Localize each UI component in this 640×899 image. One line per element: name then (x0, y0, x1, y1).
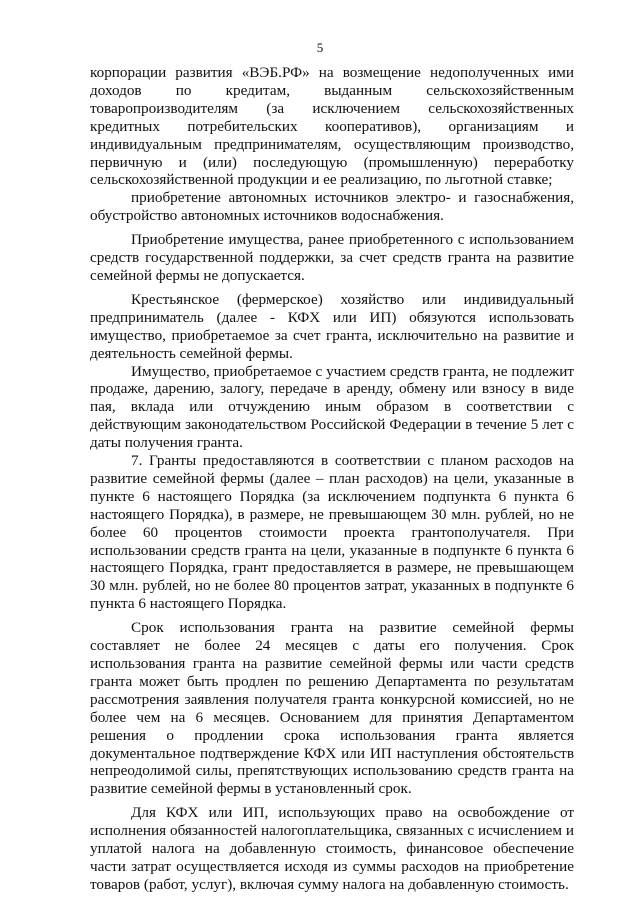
paragraph-property-alienation: Имущество, приобретаемое с участием средств гранта, не подлежит продаже, дарению, залогу, передаче в аренду, обмену или взносу в виде пая, вклада или отчуждению иным образом в соответствии с действующим законодательством Российской Федерации в течение 5 лет с даты получения гранта. (90, 362, 574, 452)
paragraph-kfh-obligation: Крестьянское (фермерское) хозяйство или индивидуальный предприниматель (далее - КФХ или ИП) обязуются использовать имущество, приобретаемое за счет гранта, исключительно на развитие и деятельность семейной фермы. (90, 290, 574, 362)
paragraph-property-restriction: Приобретение имущества, ранее приобретенного с использованием средств государственной поддержки, за счет средств гранта на развитие семейной фермы не допускается. (90, 231, 574, 284)
paragraph-grant-term: Срок использования гранта на развитие семейной фермы составляет не более 24 месяцев с даты его получения. Срок использования гранта на развитие семейной фермы или части средств гранта может быть продлен по решению Департамента по результатам рассмотрения заявления получателя гранта конкурсной комиссией, но не более чем на 6 месяцев. Основанием для принятия Департаментом решения о продлении срока использования гранта является документальное подтверждение КФХ или ИП наступления обстоятельств непреодолимой силы, препятствующих использованию средств гранта на развитие семейной фермы в установленный срок. (90, 619, 574, 798)
paragraph-vat: Для КФХ или ИП, использующих право на освобождение от исполнения обязанностей налогоплательщика, связанных с исчислением и уплатой налога на добавленную стоимость, финансовое обеспечение части затрат осуществляется исходя из суммы расходов на приобретение товаров (работ, услуг), включая сумму налога на добавленную стоимость. (90, 804, 574, 893)
paragraph-item-7: 7. Гранты предоставляются в соответствии с планом расходов на развитие семейной фермы (далее – план расходов) на цели, указанные в пункте 6 настоящего Порядка (за исключением подпункта 6 пункта 6 настоящего Порядка), в размере, не превышающем 30 млн. рублей, но не более 60 процентов стоимости проекта грантополучателя. При использовании средств гранта на цели, указанные в подпункте 6 пункта 6 настоящего Порядка, грант предоставляется в размере, не превышающем 30 млн. рублей, но не более 80 процентов затрат, указанных в подпункте 6 пункта 6 настоящего Порядка. (90, 452, 574, 613)
page-number: 5 (316, 40, 324, 55)
document-body (90, 64, 574, 894)
paragraph-continuation: корпорации развития «ВЭБ.РФ» на возмещение недополученных ими доходов по кредитам, выданным сельскохозяйственным товаропроизводителям (за исключением сельскохозяйственных кредитных потребительских кооперативов), организациям и индивидуальным предпринимателям, осуществляющим производство, первичную и (или) последующую (промышленную) переработку сельскохозяйственной продукции и ее реализацию, по льготной ставке; (90, 64, 574, 189)
paragraph-autonomous-sources: приобретение автономных источников электро- и газоснабжения, обустройство автономных источников водоснабжения. (90, 189, 574, 225)
